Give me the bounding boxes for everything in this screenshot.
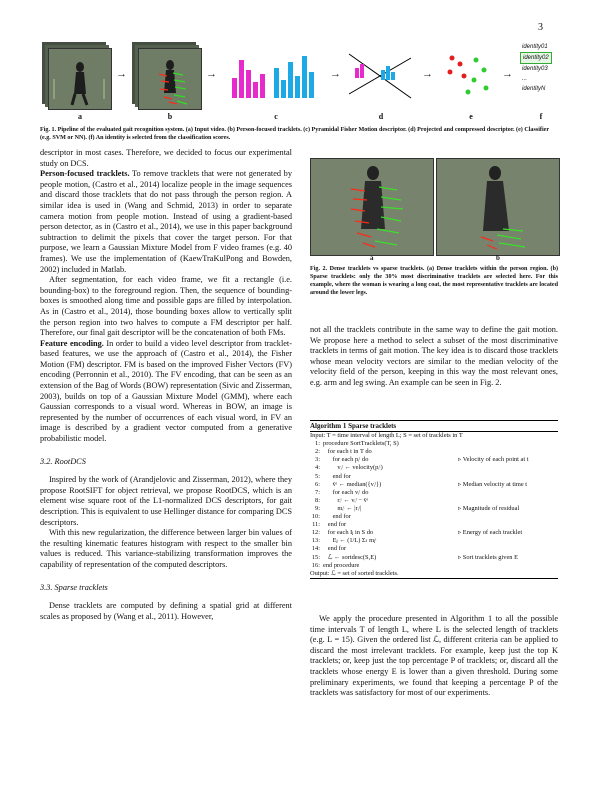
sparse-tracklets-illustration (437, 159, 559, 255)
figure-1 (40, 40, 560, 125)
paragraph: Dense tracklets are computed by defining a spatial grid at different scales as proposed by (Wang et al., 2011). However, (40, 601, 292, 621)
algorithm-line-code: mᵢᵗ ← |rᵢᵗ| (323, 504, 362, 512)
algorithm-line-code: end for (323, 545, 347, 553)
projection-plot (345, 46, 415, 102)
paragraph-heading: Feature encoding. (40, 338, 104, 348)
algorithm-line-comment (458, 440, 558, 448)
arrow-icon: → (422, 68, 433, 80)
identity-item: identity01 (522, 44, 548, 50)
algorithm-line-number: 11: (312, 521, 320, 529)
algorithm-line-comment (458, 521, 558, 529)
fisher-motion-histogram (230, 50, 322, 100)
algorithm-line-comment (458, 545, 558, 553)
algorithm-output: Output: ℒ = set of sorted tracklets. (310, 569, 399, 577)
dense-tracklets-illustration (311, 159, 433, 255)
algorithm-line-number: 10: (311, 513, 320, 521)
algorithm-title: Algorithm 1 Sparse tracklets (310, 421, 558, 432)
figure-2-label-b: b (496, 254, 500, 262)
algorithm-line-comment (458, 473, 558, 481)
right-column-bottom (310, 614, 558, 699)
input-video-frames (48, 48, 112, 110)
algorithm-line-number: 15: (311, 553, 320, 561)
algorithm-line (310, 562, 558, 570)
arrow-icon: → (330, 68, 341, 80)
paragraph: In order to build a video level descriptor from tracklet-based features, we use the approach of (Castro et al., 2014), the Fisher Motion (FM) descriptor. FM is based on the improved Fisher Vectors (FV) encoding (Perronnin et al., 2010). The FV encoding, that can be seen as an extension of the Bag of Words (BOW) representation (Sivic and Zisserman, 2003), builds on top of a Gaussian Mixture Model (GMM), where each Gaussian corresponds to a visual word. Whereas in BOW, an image is represented by the number of occurrences of each visual word, in FV an image is described by a gradient vector computed from a generative probabilistic model. (40, 338, 293, 444)
left-column (40, 148, 292, 622)
figure-1-caption: Fig. 1. Pipeline of the evaluated gait recognition system. (a) Input video. (b) Person-focused tracklets. (c) Pyramidal Fisher Motion descriptor. (d) Projected and compressed descriptor. (e) Classifier (e.g. SVM or NN). (f) An identity is selected from the classification scores. (40, 127, 549, 141)
classifier-plot (440, 46, 500, 102)
tracklets-illustration (139, 49, 201, 109)
algorithm-line-number: 7: (315, 488, 320, 496)
algorithm-line-code: end for (323, 513, 351, 521)
algorithm-line-code: for each Iⱼ in S do (323, 529, 374, 537)
figure-2 (310, 158, 558, 258)
figure-2-caption: Fig. 2. Dense tracklets vs sparse tracklets. (a) Dense tracklets within the person region. (b) Sparse tracklets: only the 30% most discriminative tracklets are selected here. For this example, where the woman is wearing a long coat, the most representative tracklets are located around the lower legs. (310, 266, 558, 296)
algorithm-line (310, 440, 558, 448)
panel-label-b: b (167, 112, 173, 121)
algorithm-line (310, 545, 558, 553)
algorithm-line-code: end for (323, 521, 347, 529)
algorithm-line-number: 1: (315, 440, 320, 448)
paragraph: To remove tracklets that were not generated by people motion, (Castro et al., 2014) localize people in the image sequences and discard those tracklets that do not pass through the person region. A similar idea is used in (Wang and Schmid, 2013) in order to separate camera motion from people motion. Instead of using a gradient-based person detector, as in (Castro et al., 2014), we use in this paper background subtraction to delimit the pixels that cover the target person. For that purpose, we learn a Gaussian Mixture Model from F video frames (e.g. 40 frames). We use the implementation of (KaewTraKulPong and Bowden, 2002) included in Matlab. (40, 169, 292, 274)
algorithm-line-comment: ▹ Median velocity at time t (458, 480, 528, 488)
algorithm-line-comment (458, 489, 558, 497)
algorithm-line-code: end procedure (323, 561, 360, 569)
algorithm-line-code: for each pᵢᵗ do (323, 456, 369, 464)
algorithm-line-comment: ▹ Magnitude of residual (458, 504, 520, 512)
figure-2-label-a: a (370, 254, 374, 262)
algorithm-line-comment (458, 497, 558, 505)
arrow-icon: → (206, 68, 217, 80)
paragraph: We apply the procedure presented in Algorithm 1 to all the possible time intervals T of length L, where L is the selected length of tracklets (e.g. L = 15). Given the ordered list ℒ, different criteria can be applied to discard the most irrelevant tracklets. For example, keep just the top K tracklets; or, keep just the top percentage P of tracklets; or, discard all the tracklets whose energy E is lower than a given threshold. During some preliminary experiments, we found that keeping a percentage P of the tracklets was satisfactory for most of our experiments. (310, 614, 558, 698)
algorithm-input: Input: T = time interval of length L; S = set of tracklets in T (310, 432, 463, 440)
identity-item-selected: identity02 (520, 52, 552, 64)
sparse-tracklets-image (436, 158, 560, 256)
right-column-top (310, 325, 558, 389)
panel-label-c: c (274, 112, 278, 121)
algorithm-line-comment: ▹ Energy of each tracklet (458, 529, 523, 537)
algorithm-line-code: end for (323, 472, 351, 480)
algorithm-line-code: for each vᵢᵗ do (323, 488, 369, 496)
paragraph: With this new regularization, the difference between larger bin values of the resulting kinematic features histogram with respect to the smaller bin values is reduced. This variance-stabilizing transformation improves the capability of representation of the computed descriptors. (40, 528, 292, 569)
algorithm-line-comment: ▹ Sort tracklets given E (458, 553, 518, 561)
paragraph: Inspired by the work of (Arandjelovic and Zisserman, 2012), where they propose RootSIFT for object retrieval, we propose RootDCS, which is an element wise square root of the L1-normalized DCS descriptors, for gait description. This is equivalent to use Hellinger distance for comparing DCS descriptors. (40, 475, 292, 527)
identity-item: ... (522, 76, 528, 82)
algorithm-line-comment (458, 464, 558, 472)
identity-list (520, 42, 552, 94)
walking-person-illustration (49, 49, 111, 109)
algorithm-line-number: 16: (311, 561, 320, 569)
algorithm-line-number: 2: (315, 448, 320, 456)
algorithm-line-code: procedure SortTracklets(T, S) (323, 440, 399, 448)
dense-tracklets-image (310, 158, 434, 256)
algorithm-line-comment (458, 562, 558, 570)
section-heading: 3.3. Sparse tracklets (40, 582, 108, 592)
algorithm-line-number: 3: (315, 456, 320, 464)
algorithm-line-code: for each t in T do (323, 448, 372, 456)
algorithm-line-code: v̄ᵗ ← median({vᵢᵗ}) (323, 480, 382, 488)
paragraph-heading: Person-focused tracklets. (40, 169, 130, 179)
panel-label-f: f (539, 112, 543, 121)
algorithm-line-number: 8: (315, 496, 320, 504)
algorithm-line-number: 4: (315, 464, 320, 472)
algorithm-line-code: ℒ ← sortdesc(S,E) (323, 553, 377, 561)
algorithm-line (310, 448, 558, 456)
algorithm-line (310, 513, 558, 521)
algorithm-line (310, 529, 558, 537)
algorithm-line (310, 505, 558, 513)
identity-item: identity03 (522, 66, 548, 72)
arrow-icon: → (502, 68, 513, 80)
arrow-icon: → (116, 68, 127, 80)
algorithm-line-comment: ▹ Velocity of each point at t (458, 456, 529, 464)
algorithm-line (310, 464, 558, 472)
panel-label-e: e (469, 112, 473, 121)
identity-item: identityN (522, 86, 546, 92)
algorithm-line-code: Eⱼ ← (1/L) Σₜ mⱼᵗ (323, 537, 377, 545)
algorithm-line-comment (458, 448, 558, 456)
algorithm-line (310, 481, 558, 489)
panel-label-a: a (78, 112, 82, 121)
paragraph: descriptor in most cases. Therefore, we decided to focus our experimental study on DCS. (40, 148, 292, 168)
paragraph: After segmentation, for each video frame, we fit a rectangle (i.e. bounding-box) to the foreground region. Then, the sequence of bounding-boxes is smoothed along time and possible gaps are filled by interpolation. As in (Castro et al., 2014), those bounding boxes allow to vertically split the person region into two halves to compute a FM descriptor per half. Therefore, our final gait descriptor will be the concatenation of both FMs. (40, 275, 292, 338)
algorithm-line-number: 13: (311, 537, 320, 545)
section-heading: 3.2. RootDCS (40, 456, 86, 466)
algorithm-line (310, 537, 558, 545)
algorithm-line-code: rᵢᵗ ← vᵢᵗ − v̄ᵗ (323, 496, 369, 504)
algorithm-line (310, 497, 558, 505)
algorithm-line-number: 12: (311, 529, 320, 537)
algorithm-line-number: 6: (315, 480, 320, 488)
algorithm-line-comment (458, 513, 558, 521)
algorithm-lines (310, 440, 558, 570)
algorithm-line (310, 473, 558, 481)
paragraph: not all the tracklets contribute in the same way to define the gait motion. We propose here a method to select a subset of the most discriminative tracklets in terms of gait motion. The key idea is to discard those tracklets whose mean velocity vectors are similar to the median velocity of the velocity field of the person, keeping in this way the most relevant ones, e.g. arm and leg swing. An example can be seen in Fig. 2. (310, 325, 558, 387)
algorithm-line-comment (458, 537, 558, 545)
algorithm-box (310, 420, 558, 579)
algorithm-line (310, 554, 558, 562)
algorithm-line (310, 456, 558, 464)
algorithm-line-number: 5: (315, 472, 320, 480)
algorithm-line-number: 14: (311, 545, 320, 553)
algorithm-line (310, 489, 558, 497)
page-number: 3 (538, 22, 543, 33)
algorithm-line (310, 521, 558, 529)
tracklets-frames (138, 48, 202, 110)
algorithm-line-number: 9: (315, 504, 320, 512)
algorithm-line-code: vᵢᵗ ← velocity(pᵢᵗ) (323, 464, 383, 472)
panel-label-d: d (378, 112, 384, 121)
